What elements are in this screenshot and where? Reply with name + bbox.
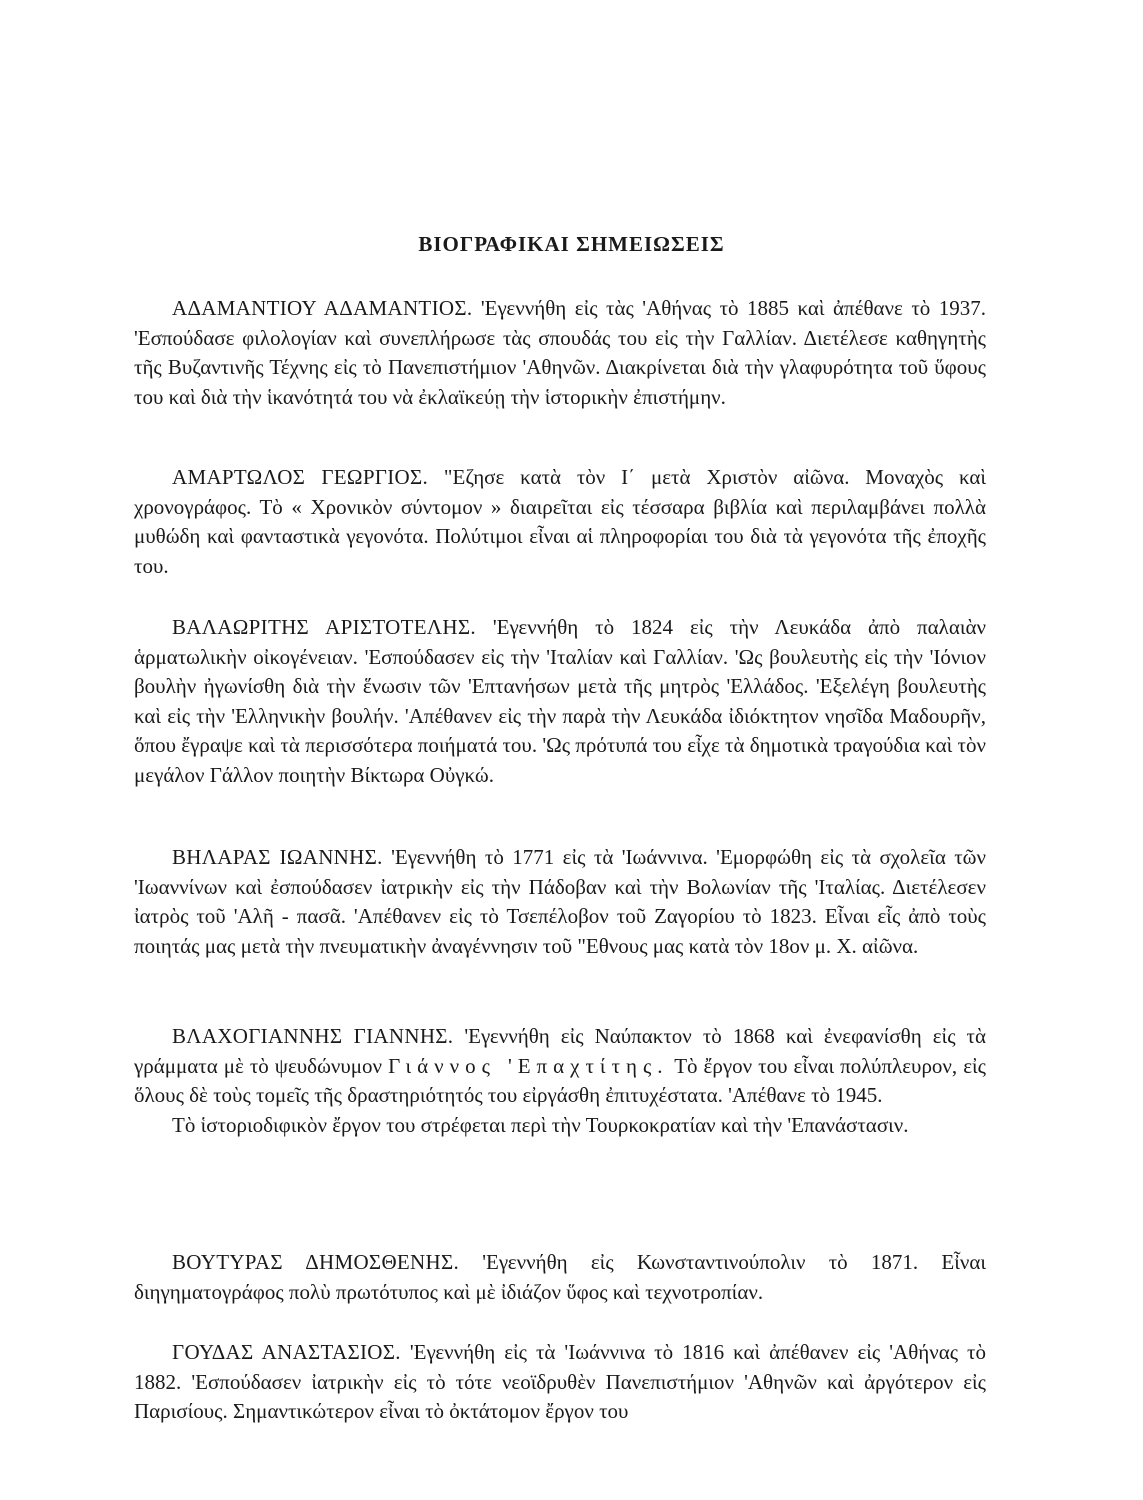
entry-name: ΓΟΥΔΑΣ ΑΝΑΣΤΑΣΙΟΣ.	[172, 1340, 401, 1364]
entry-text: 'Εγεννήθη εἰς Ναύπακτον τὸ 1868 καὶ ἐνεφανίσθη εἰς τὰ γράμματα μὲ τὸ ψευδώνυμον	[134, 1024, 986, 1078]
entry-name: ΒΗΛΑΡΑΣ ΙΩΑΝΝΗΣ.	[172, 845, 383, 869]
pseudonym: Γιάννος 'Επαχτίτης.	[388, 1053, 669, 1078]
entry-paragraph	[134, 463, 986, 581]
entry-name: ΑΔΑΜΑΝΤΙΟΥ ΑΔΑΜΑΝΤΙΟΣ.	[172, 296, 473, 320]
entry-name: ΒΛΑΧΟΓΙΑΝΝΗΣ ΓΙΑΝΝΗΣ.	[172, 1024, 454, 1048]
entry-paragraph	[134, 1248, 986, 1307]
entry-paragraph	[134, 843, 986, 961]
entry-vlachogiannis	[134, 1022, 986, 1140]
entry-vilaras	[134, 843, 986, 961]
entry-name: ΑΜΑΡΤΩΛΟΣ ΓΕΩΡΓΙΟΣ.	[172, 465, 429, 489]
entry-paragraph-2: Τὸ ἱστοριοδιφικὸν ἔργον του στρέφεται περὶ τὴν Τουρκοκρατίαν καὶ τὴν 'Επανάστασιν.	[172, 1112, 909, 1137]
entry-name: ΒΟΥΤΥΡΑΣ ΔΗΜΟΣΘΕΝΗΣ.	[172, 1250, 460, 1274]
entry-valaoritis	[134, 613, 986, 790]
entry-voutyras	[134, 1248, 986, 1307]
entry-text: 'Εγεννήθη εἰς τὰς 'Αθήνας τὸ 1885 καὶ ἀπέθανε τὸ 1937. 'Εσπούδασε φιλολογίαν καὶ συνεπλήρωσε τὰς σπουδάς του εἰς τὴν Γαλλίαν. Διετέλεσε καθηγητὴς τῆς Βυζαντινῆς Τέχνης εἰς τὸ Πανεπιστήμιον 'Αθηνῶν. Διακρίνεται διὰ τὴν γλαφυρότητα τοῦ ὕφους του καὶ διὰ τὴν ἱκανότητά του νὰ ἐκλαϊκεύῃ τὴν ἱστορικὴν ἐπιστήμην.	[134, 296, 987, 409]
entry-text: "Εζησε κατὰ τὸν Ι΄ μετὰ Χριστὸν αἰῶνα. Μοναχὸς καὶ χρονογράφος. Τὸ « Χρονικὸν σύντομον » διαιρεῖται εἰς τέσσαρα βιβλία καὶ περιλαμβάνει πολλὰ μυθώδη καὶ φανταστικὰ γεγονότα. Πολύτιμοι εἶναι αἱ πληροφορίαι του διὰ τὰ γεγονότα τῆς ἐποχῆς του.	[134, 465, 987, 578]
entry-amartolos	[134, 463, 986, 581]
entry-text: 'Εγεννήθη τὸ 1771 εἰς τὰ 'Ιωάννινα. 'Εμορφώθη εἰς τὰ σχολεῖα τῶν 'Ιωαννίνων καὶ ἐσπούδασεν ἰατρικὴν εἰς τὴν Πάδοβαν καὶ τὴν Βολωνίαν τῆς 'Ιταλίας. Διετέλεσεν ἰατρὸς τοῦ 'Αλῆ - πασᾶ. 'Απέθανεν εἰς τὸ Τσεπέλοβον τοῦ Ζαγορίου τὸ 1823. Εἶναι εἷς ἀπὸ τοὺς ποιητάς μας μετὰ τὴν πνευματικὴν ἀναγέννησιν τοῦ "Εθνους μας κατὰ τὸν 18ον μ. Χ. αἰῶνα.	[134, 845, 986, 958]
entry-goudas	[134, 1338, 986, 1427]
entry-paragraph	[134, 1022, 986, 1111]
entry-paragraph	[134, 1338, 986, 1427]
entry-text: 'Εγεννήθη εἰς τὰ 'Ιωάννινα τὸ 1816 καὶ ἀπέθανεν εἰς 'Αθήνας τὸ 1882. 'Εσπούδασεν ἰατρικὴν εἰς τὸ τότε νεοϊδρυθὲν Πανεπιστήμιον 'Αθηνῶν καὶ ἀργότερον εἰς Παρισίους. Σημαντικώτερον εἶναι τὸ ὀκτάτομον ἔργον του	[134, 1340, 986, 1423]
entry-text: Τὸ ἔργον του εἶναι πολύπλευρον, εἰς ὅλους δὲ τοὺς τομεῖς τῆς δραστηριότητός του εἰργάσθη ἐπιτυχέστατα. 'Απέθανε τὸ 1945.	[134, 1053, 986, 1107]
entry-paragraph	[134, 294, 986, 412]
page-title: ΒΙΟΓΡΑΦΙΚΑΙ ΣΗΜΕΙΩΣΕΙΣ	[418, 232, 725, 256]
entry-text: 'Εγεννήθη εἰς Κωνσταντινούπολιν τὸ 1871. Εἶναι διηγηματογράφος πολὺ πρωτότυπος καὶ μὲ ἰδιάζον ὕφος καὶ τεχνοτροπίαν.	[134, 1250, 986, 1304]
entry-paragraph	[134, 613, 986, 790]
entry-text: 'Εγεννήθη τὸ 1824 εἰς τὴν Λευκάδα ἀπὸ παλαιὰν ἁρματωλικὴν οἰκογένειαν. 'Εσπούδασεν εἰς τὴν 'Ιταλίαν καὶ Γαλλίαν. 'Ως βουλευτὴς εἰς τὴν 'Ιόνιον βουλὴν ἠγωνίσθη διὰ τὴν ἕνωσιν τῶν 'Επτανήσων μετὰ τῆς μητρὸς 'Ελλάδος. 'Εξελέγη βουλευτὴς καὶ εἰς τὴν 'Ελληνικὴν βουλήν. 'Απέθανεν εἰς τὴν παρὰ τὴν Λευκάδα ἰδιόκτητον νησῖδα Μαδουρῆν, ὅπου ἔγραψε καὶ τὰ περισσότερα ποιήματά του. 'Ως πρότυπά του εἶχε τὰ δημοτικὰ τραγούδια καὶ τὸν μεγάλον Γάλλον ποιητὴν Βίκτωρα Οὐγκώ.	[134, 615, 986, 787]
entry-name: ΒΑΛΑΩΡΙΤΗΣ ΑΡΙΣΤΟΤΕΛΗΣ.	[172, 615, 476, 639]
entry-adamantiou	[134, 294, 986, 412]
